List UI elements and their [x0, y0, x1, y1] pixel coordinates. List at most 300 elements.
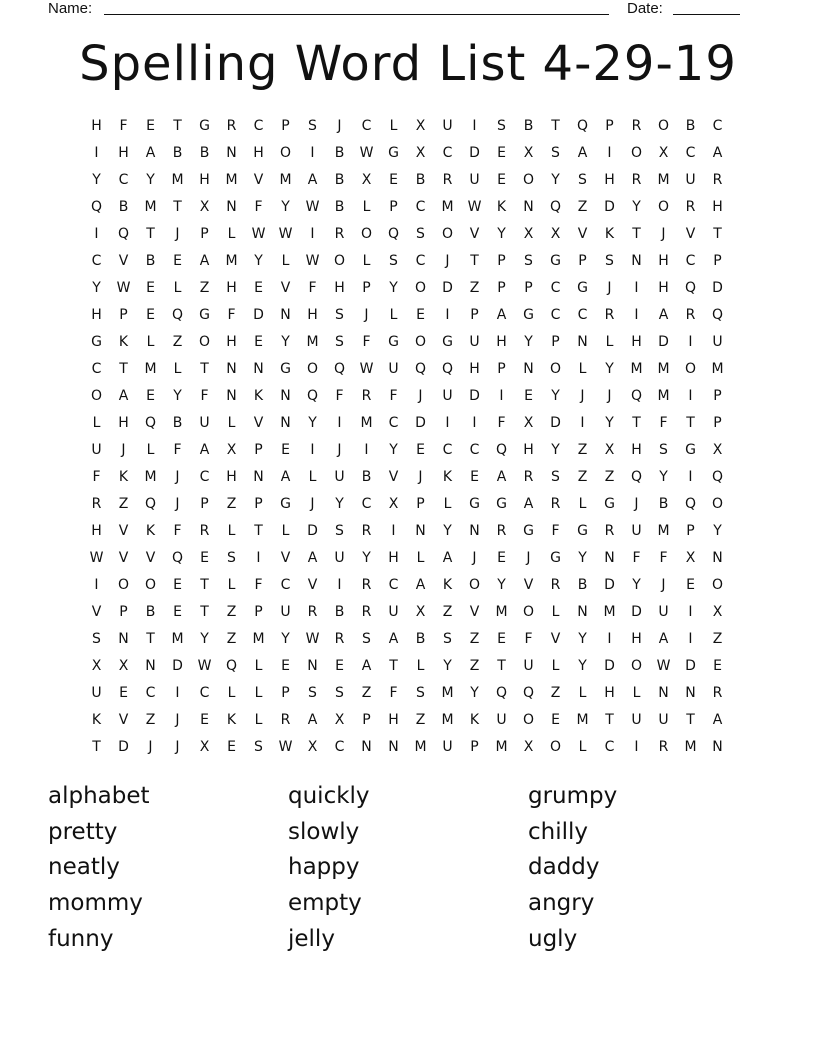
grid-letter: P [497, 361, 506, 377]
grid-letter: H [631, 334, 642, 350]
grid-letter: P [416, 496, 425, 512]
grid-letter: O [522, 604, 535, 620]
grid-letter: O [549, 361, 562, 377]
grid-letter: S [443, 631, 452, 647]
grid-letter: L [551, 658, 560, 674]
grid-letter: V [280, 550, 291, 566]
grid-letter: L [281, 253, 290, 269]
grid-letter: T [470, 253, 479, 269]
grid-letter: S [335, 523, 344, 539]
grid-letter: F [173, 523, 182, 539]
grid-letter: Y [551, 388, 560, 404]
grid-letter: X [658, 145, 669, 161]
grid-letter: I [391, 523, 396, 539]
grid-letter: T [146, 226, 155, 242]
grid-letter: J [580, 388, 585, 404]
grid-letter: H [118, 415, 129, 431]
grid-letter: S [308, 118, 317, 134]
grid-letter: S [416, 685, 425, 701]
grid-letter: B [415, 631, 426, 647]
grid-letter: K [226, 712, 237, 728]
grid-letter: C [91, 253, 102, 269]
grid-row [83, 275, 733, 302]
grid-letter: Q [576, 118, 589, 134]
grid-letter: G [280, 496, 291, 512]
grid-letter: B [361, 469, 372, 485]
grid-letter: O [522, 172, 535, 188]
grid-letter: I [94, 226, 99, 242]
grid-letter: I [472, 118, 477, 134]
grid-letter: V [118, 523, 129, 539]
grid-letter: N [307, 658, 318, 674]
grid-letter: U [469, 334, 480, 350]
grid-letter: I [634, 307, 639, 323]
grid-letter: J [337, 118, 342, 134]
grid-letter: Y [605, 361, 614, 377]
grid-letter: V [253, 172, 264, 188]
grid-letter: U [685, 172, 696, 188]
grid-letter: A [496, 469, 507, 485]
grid-letter: L [362, 253, 371, 269]
grid-letter: I [337, 415, 342, 431]
grid-letter: C [685, 253, 696, 269]
grid-letter: J [418, 469, 423, 485]
grid-letter: N [226, 361, 237, 377]
grid-letter: E [146, 307, 155, 323]
grid-letter: A [658, 631, 669, 647]
grid-row [83, 167, 733, 194]
grid-letter: Y [335, 496, 344, 512]
grid-letter: N [469, 523, 480, 539]
grid-letter: R [658, 739, 669, 755]
grid-letter: E [281, 658, 290, 674]
grid-letter: W [278, 739, 293, 755]
grid-letter: P [686, 523, 695, 539]
word-list-item: pretty [48, 818, 118, 845]
grid-letter: I [472, 415, 477, 431]
grid-letter: J [175, 496, 180, 512]
grid-letter: L [632, 685, 641, 701]
grid-letter: Y [92, 280, 101, 296]
grid-row [83, 653, 733, 680]
grid-letter: E [416, 307, 425, 323]
grid-letter: I [688, 604, 693, 620]
grid-letter: N [253, 469, 264, 485]
page-title: Spelling Word List 4-29-19 [79, 36, 737, 92]
grid-letter: E [146, 280, 155, 296]
word-list-item: happy [288, 854, 360, 881]
grid-letter: M [657, 361, 670, 377]
grid-letter: A [307, 550, 318, 566]
grid-letter: R [550, 496, 561, 512]
grid-letter: Q [441, 361, 454, 377]
grid-letter: N [280, 307, 291, 323]
grid-letter: L [578, 739, 587, 755]
grid-letter: X [199, 739, 210, 755]
word-list-item: funny [48, 925, 114, 952]
grid-letter: D [307, 523, 318, 539]
grid-letter: W [359, 361, 374, 377]
header-line [48, 0, 748, 20]
grid-row [83, 194, 733, 221]
grid-letter: V [307, 577, 318, 593]
grid-letter: I [310, 226, 315, 242]
grid-letter: M [144, 199, 157, 215]
grid-letter: E [497, 550, 506, 566]
grid-letter: J [148, 739, 153, 755]
grid-row [83, 599, 733, 626]
grid-letter: U [334, 550, 345, 566]
grid-letter: K [442, 577, 453, 593]
grid-letter: C [577, 307, 588, 323]
grid-letter: I [256, 550, 261, 566]
grid-letter: S [335, 685, 344, 701]
grid-letter: U [388, 604, 399, 620]
grid-letter: C [280, 577, 291, 593]
grid-letter: K [253, 388, 264, 404]
grid-letter: C [334, 739, 345, 755]
grid-row [83, 356, 733, 383]
grid-letter: N [226, 199, 237, 215]
grid-letter: U [91, 685, 102, 701]
grid-letter: I [688, 631, 693, 647]
grid-letter: U [334, 469, 345, 485]
grid-letter: L [254, 658, 263, 674]
grid-letter: T [146, 631, 155, 647]
grid-letter: M [360, 415, 373, 431]
grid-letter: C [550, 307, 561, 323]
grid-letter: T [551, 118, 560, 134]
grid-letter: L [146, 442, 155, 458]
grid-letter: Q [711, 469, 724, 485]
grid-letter: V [577, 226, 588, 242]
grid-letter: X [361, 172, 372, 188]
grid-letter: F [119, 118, 128, 134]
grid-letter: H [334, 280, 345, 296]
grid-letter: W [305, 253, 320, 269]
grid-letter: C [361, 496, 372, 512]
grid-letter: M [171, 631, 184, 647]
grid-letter: E [686, 577, 695, 593]
grid-letter: J [175, 469, 180, 485]
grid-letter: V [145, 550, 156, 566]
grid-letter: P [578, 253, 587, 269]
grid-letter: R [334, 226, 345, 242]
grid-letter: P [497, 253, 506, 269]
grid-letter: Y [200, 631, 209, 647]
grid-letter: Z [604, 469, 615, 485]
grid-letter: G [604, 496, 615, 512]
grid-letter: N [523, 199, 534, 215]
grid-letter: D [658, 334, 669, 350]
grid-letter: I [688, 469, 693, 485]
grid-row [83, 626, 733, 653]
grid-letter: E [470, 469, 479, 485]
grid-letter: Q [171, 307, 184, 323]
grid-letter: N [712, 550, 723, 566]
grid-letter: Z [577, 469, 588, 485]
grid-letter: Y [497, 226, 506, 242]
grid-letter: E [497, 172, 506, 188]
grid-letter: E [254, 280, 263, 296]
grid-letter: N [361, 739, 372, 755]
grid-letter: G [577, 280, 588, 296]
grid-letter: N [145, 658, 156, 674]
grid-letter: M [657, 388, 670, 404]
grid-letter: C [604, 739, 615, 755]
grid-letter: J [661, 226, 666, 242]
grid-letter: G [280, 361, 291, 377]
grid-letter: Y [632, 577, 641, 593]
grid-letter: X [523, 226, 534, 242]
grid-letter: Q [306, 388, 319, 404]
grid-letter: V [469, 604, 480, 620]
grid-letter: R [307, 604, 318, 620]
grid-letter: U [658, 604, 669, 620]
grid-letter: M [279, 172, 292, 188]
word-list-item: alphabet [48, 783, 150, 809]
word-list-item: neatly [48, 854, 120, 881]
grid-letter: E [713, 658, 722, 674]
grid-letter: W [467, 199, 482, 215]
grid-letter: D [253, 307, 264, 323]
grid-letter: R [685, 199, 696, 215]
grid-letter: A [523, 496, 534, 512]
grid-letter: K [604, 226, 615, 242]
grid-letter: B [334, 172, 345, 188]
grid-letter: X [523, 739, 534, 755]
grid-row [83, 491, 733, 518]
grid-letter: A [199, 253, 210, 269]
grid-letter: C [442, 145, 453, 161]
grid-letter: Y [281, 631, 290, 647]
grid-row [83, 572, 733, 599]
grid-letter: Y [578, 631, 587, 647]
grid-letter: V [469, 226, 480, 242]
grid-letter: J [337, 442, 342, 458]
grid-letter: Y [551, 442, 560, 458]
grid-letter: D [118, 739, 129, 755]
grid-letter: T [119, 361, 128, 377]
grid-letter: W [656, 658, 671, 674]
grid-letter: F [524, 631, 533, 647]
grid-letter: V [91, 604, 102, 620]
grid-letter: E [497, 145, 506, 161]
grid-letter: A [658, 307, 669, 323]
grid-letter: W [305, 199, 320, 215]
grid-letter: L [227, 523, 236, 539]
grid-letter: J [472, 550, 477, 566]
grid-letter: L [227, 577, 236, 593]
grid-letter: Z [226, 604, 237, 620]
grid-letter: A [712, 145, 723, 161]
grid-letter: L [254, 685, 263, 701]
grid-letter: Y [308, 415, 317, 431]
grid-letter: Q [225, 658, 238, 674]
grid-letter: A [388, 631, 399, 647]
grid-letter: T [173, 118, 182, 134]
grid-letter: Q [549, 199, 562, 215]
grid-letter: Z [118, 496, 129, 512]
grid-letter: R [550, 577, 561, 593]
grid-letter: X [523, 415, 534, 431]
grid-letter: G [388, 145, 399, 161]
grid-letter: T [686, 712, 695, 728]
grid-letter: C [253, 118, 264, 134]
grid-letter: N [604, 550, 615, 566]
grid-letter: B [172, 415, 183, 431]
grid-letter: E [389, 172, 398, 188]
grid-letter: R [496, 523, 507, 539]
grid-letter: H [226, 334, 237, 350]
grid-letter: R [361, 523, 372, 539]
grid-letter: Y [173, 388, 182, 404]
grid-letter: U [442, 118, 453, 134]
word-list-item: angry [528, 890, 595, 917]
grid-letter: A [280, 469, 291, 485]
grid-letter: R [361, 604, 372, 620]
grid-letter: U [388, 361, 399, 377]
grid-letter: M [603, 604, 616, 620]
grid-letter: F [497, 415, 506, 431]
grid-letter: A [415, 577, 426, 593]
grid-letter: P [713, 253, 722, 269]
grid-letter: Y [470, 685, 479, 701]
grid-letter: N [685, 685, 696, 701]
grid-letter: E [173, 604, 182, 620]
grid-letter: H [523, 442, 534, 458]
grid-letter: M [144, 469, 157, 485]
grid-letter: Q [414, 361, 427, 377]
grid-letter: O [117, 577, 130, 593]
grid-letter: N [658, 685, 669, 701]
grid-letter: B [334, 199, 345, 215]
grid-letter: W [251, 226, 266, 242]
grid-letter: U [712, 334, 723, 350]
grid-letter: H [226, 280, 237, 296]
grid-letter: U [442, 388, 453, 404]
grid-letter: H [496, 334, 507, 350]
grid-letter: I [175, 685, 180, 701]
grid-letter: N [280, 388, 291, 404]
grid-letter: J [634, 496, 639, 512]
grid-letter: K [496, 199, 507, 215]
grid-letter: O [333, 253, 346, 269]
grid-letter: Q [171, 550, 184, 566]
word-list-item: quickly [288, 783, 370, 809]
grid-letter: Q [144, 496, 157, 512]
grid-letter: L [227, 226, 236, 242]
grid-letter: L [173, 361, 182, 377]
grid-letter: D [415, 415, 426, 431]
grid-letter: L [308, 469, 317, 485]
grid-letter: Y [362, 550, 371, 566]
grid-letter: E [335, 658, 344, 674]
grid-letter: Z [172, 334, 183, 350]
grid-letter: D [631, 604, 642, 620]
grid-letter: Z [361, 685, 372, 701]
grid-letter: C [685, 145, 696, 161]
grid-letter: I [634, 280, 639, 296]
grid-letter: Q [495, 442, 508, 458]
grid-letter: L [92, 415, 101, 431]
grid-letter: H [91, 307, 102, 323]
grid-letter: B [118, 199, 129, 215]
word-search-grid [83, 113, 733, 761]
grid-letter: H [631, 442, 642, 458]
date-label: Date: [627, 0, 663, 17]
grid-letter: K [145, 523, 156, 539]
grid-letter: P [470, 739, 479, 755]
grid-letter: M [441, 685, 454, 701]
grid-letter: D [172, 658, 183, 674]
grid-letter: U [658, 712, 669, 728]
grid-letter: J [607, 388, 612, 404]
grid-letter: M [252, 631, 265, 647]
grid-letter: D [469, 145, 480, 161]
grid-letter: M [711, 361, 724, 377]
grid-letter: I [445, 415, 450, 431]
grid-letter: S [92, 631, 101, 647]
grid-letter: I [337, 577, 342, 593]
grid-letter: T [713, 226, 722, 242]
grid-letter: N [415, 523, 426, 539]
grid-letter: D [604, 577, 615, 593]
grid-letter: B [199, 145, 210, 161]
grid-letter: I [607, 631, 612, 647]
grid-letter: I [364, 442, 369, 458]
grid-letter: W [359, 145, 374, 161]
grid-letter: L [416, 658, 425, 674]
grid-letter: L [578, 685, 587, 701]
grid-letter: L [227, 685, 236, 701]
grid-row [83, 734, 733, 761]
grid-letter: V [685, 226, 696, 242]
grid-letter: B [415, 172, 426, 188]
grid-letter: S [335, 334, 344, 350]
grid-letter: R [226, 118, 237, 134]
grid-row [83, 464, 733, 491]
grid-letter: Y [146, 172, 155, 188]
grid-letter: Z [577, 442, 588, 458]
grid-letter: P [281, 685, 290, 701]
grid-letter: M [225, 172, 238, 188]
grid-letter: H [604, 685, 615, 701]
grid-letter: A [199, 442, 210, 458]
grid-letter: P [200, 226, 209, 242]
grid-letter: S [362, 631, 371, 647]
grid-letter: T [173, 199, 182, 215]
grid-letter: J [175, 739, 180, 755]
grid-letter: O [198, 334, 211, 350]
grid-letter: N [118, 631, 129, 647]
grid-letter: Y [524, 334, 533, 350]
grid-letter: M [495, 604, 508, 620]
grid-letter: A [496, 307, 507, 323]
grid-letter: U [199, 415, 210, 431]
grid-letter: Z [469, 631, 480, 647]
grid-letter: F [389, 388, 398, 404]
grid-letter: O [360, 226, 373, 242]
grid-letter: X [388, 496, 399, 512]
grid-letter: P [524, 280, 533, 296]
grid-row [83, 518, 733, 545]
grid-letter: V [118, 712, 129, 728]
grid-letter: A [307, 712, 318, 728]
grid-letter: Q [522, 685, 535, 701]
grid-row [83, 113, 733, 140]
grid-letter: P [200, 496, 209, 512]
